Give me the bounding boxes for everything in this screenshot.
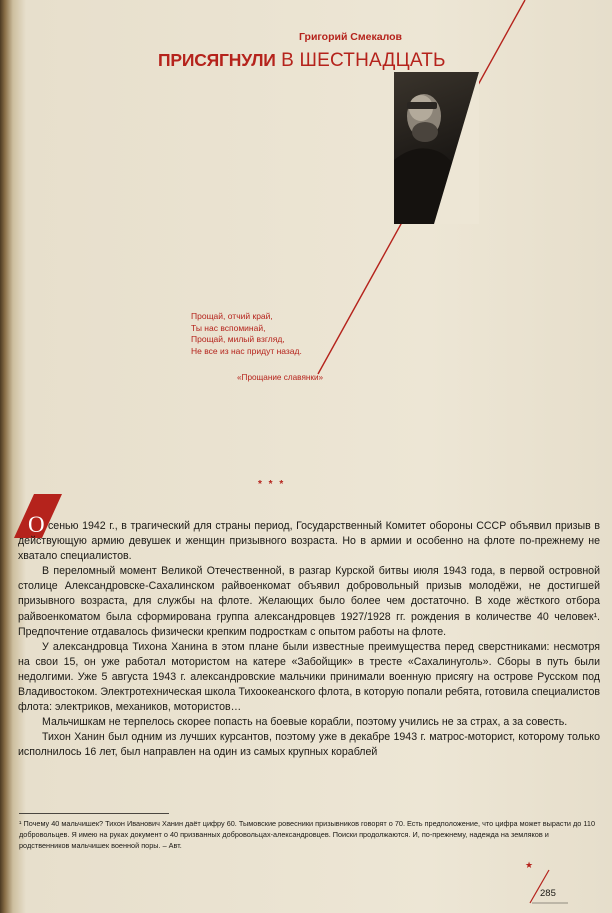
footnote: ¹ Почему 40 мальчишек? Тихон Иванович Ханин даёт цифру 60. Тымовские ровесники призывников говорят о 70. Есть предположение, что цифра может вырасти до 110 добровольцев. Я имею на руках документ о 40 призванных добровольцах-александровцев. Поиски продолжаются. И, по-прежнему, надежда на земляков и родственников мальчишек военной поры. – Авт. xyxy=(19,819,596,850)
paragraph: В переломный момент Великой Отечественной, в разгар Курской битвы июля 1943 года, в первой островной столице Александровске-Сахалинском райвоенкомат объявил добровольный призыв молодёжи, не достигшей призывного возраста, для службы на флоте. Желающих было более чем достаточно. В ходе жёсткого отбора райвоенкоматом была сформирована группа александровцев 1927/1928 гг. рождения в количестве 40 человек¹. Предпочтение отдавалось физически крепким подросткам с опытом работы на флоте. xyxy=(18,565,600,638)
paragraph: У александровца Тихона Ханина в этом плане были известные преимущества перед сверстниками: несмотря на свои 15, он уже работал мотористом на катере «Забойщик» в тресте «Сахалинуголь». Сборы в путь были недолгими. Уже 5 августа 1943 г. александровские мальчики принимали военную присягу на острове Русском под Владивостоком. Электротехническая школа Тихоокеанского флота, в которую попали ребята, готовила специалистов флота: электриков, механиков, мотористов… xyxy=(18,640,600,714)
drop-cap-letter: О xyxy=(28,512,45,537)
paragraph: Тихон Ханин был одним из лучших курсантов, поэтому уже в декабре 1943 г. матрос-моторист, которому только исполнилось 16 лет, был направлен на один из самых крупных кораблей xyxy=(18,731,600,759)
poem-line: Прощай, отчий край, xyxy=(191,311,273,321)
paragraph xyxy=(18,519,600,564)
title-bold-part: ПРИСЯГНУЛИ xyxy=(158,50,276,70)
epigraph-source: «Прощание славянки» xyxy=(237,373,324,382)
red-star-icon: ★ xyxy=(525,860,534,870)
paragraph-text: сенью 1942 г., в трагический для страны период, Государственный Комитет обороны СССР объявил призыв в действующую армию девушек и женщин призывного возраста. Но в армии и особенно на флоте по-прежнему не хватало специалистов. xyxy=(18,520,600,563)
poem-line: Прощай, милый взгляд, xyxy=(191,334,285,345)
poem-line: Ты нас вспоминай, xyxy=(191,322,266,333)
article-body xyxy=(18,519,600,761)
page-number: 285 xyxy=(540,888,556,899)
author-portrait xyxy=(394,72,479,224)
article-title xyxy=(158,50,446,71)
epigraph-poem xyxy=(191,311,302,357)
author-name: Григорий Смекалов xyxy=(299,31,402,43)
paragraph: Мальчишкам не терпелось скорее попасть на боевые корабли, поэтому учились не за страх, а за совесть. xyxy=(42,716,568,729)
poem-line: Не все из нас придут назад. xyxy=(191,345,302,356)
footnote-divider xyxy=(19,813,169,814)
section-separator: * * * xyxy=(258,479,286,490)
title-regular-part: В ШЕСТНАДЦАТЬ xyxy=(281,50,446,71)
